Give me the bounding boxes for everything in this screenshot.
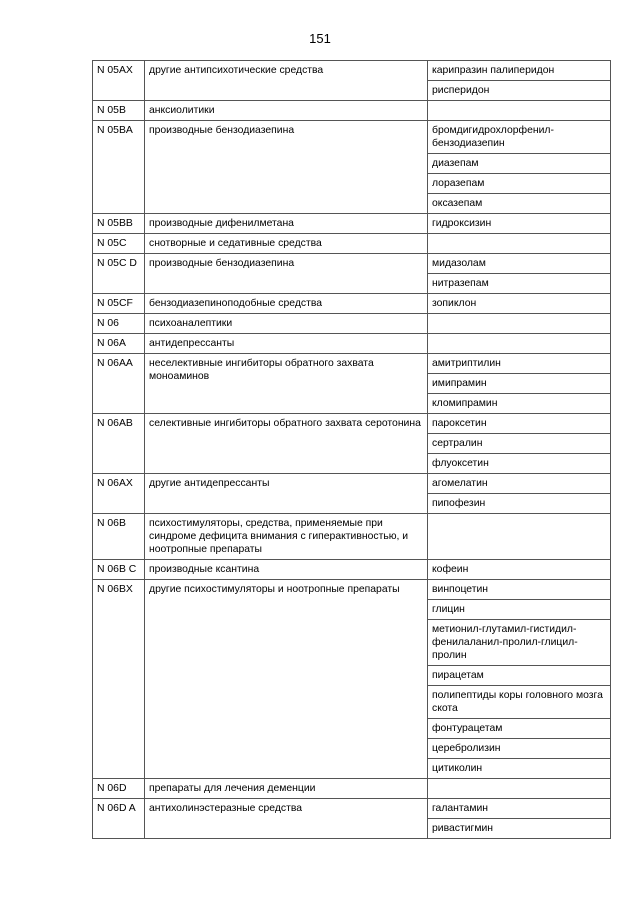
drug-name-cell: диазепам xyxy=(428,154,611,174)
drug-group-cell: производные бензодиазепина xyxy=(145,254,428,294)
drug-name-cell: агомелатин xyxy=(428,474,611,494)
drug-group-cell: другие антидепрессанты xyxy=(145,474,428,514)
atc-code-cell: N 05BA xyxy=(93,121,145,214)
atc-code-cell: N 06A xyxy=(93,334,145,354)
drug-group-cell: антидепрессанты xyxy=(145,334,428,354)
drug-name-cell: рисперидон xyxy=(428,81,611,101)
drug-name-cell: кофеин xyxy=(428,560,611,580)
drug-name-cell: зопиклон xyxy=(428,294,611,314)
drug-group-cell: анксиолитики xyxy=(145,101,428,121)
drug-name-cell: флуоксетин xyxy=(428,454,611,474)
drug-name-cell: пипофезин xyxy=(428,494,611,514)
drug-name-cell: полипептиды коры головного мозга скота xyxy=(428,686,611,719)
drug-name-cell: мидазолам xyxy=(428,254,611,274)
drug-name-cell: имипрамин xyxy=(428,374,611,394)
table-row xyxy=(93,414,611,434)
drug-group-cell: производные дифенилметана xyxy=(145,214,428,234)
drug-group-cell: психоаналептики xyxy=(145,314,428,334)
atc-code-cell: N 06AX xyxy=(93,474,145,514)
drug-name-cell: сертралин xyxy=(428,434,611,454)
drug-name-cell: пароксетин xyxy=(428,414,611,434)
drug-group-cell: производные бензодиазепина xyxy=(145,121,428,214)
drug-name-cell: бромдигидрохлорфенил-бензодиазепин xyxy=(428,121,611,154)
atc-code-cell: N 06AA xyxy=(93,354,145,414)
atc-code-cell: N 06B xyxy=(93,514,145,560)
atc-code-cell: N 05C D xyxy=(93,254,145,294)
table-row xyxy=(93,560,611,580)
drug-group-cell: антихолинэстеразные средства xyxy=(145,799,428,839)
drug-name-cell: лоразепам xyxy=(428,174,611,194)
drug-name-cell: церебролизин xyxy=(428,739,611,759)
drug-group-cell: неселективные ингибиторы обратного захвата моноаминов xyxy=(145,354,428,414)
drug-classification-table xyxy=(92,60,611,839)
table-row xyxy=(93,294,611,314)
drug-group-cell: селективные ингибиторы обратного захвата серотонина xyxy=(145,414,428,474)
drug-group-cell: другие психостимуляторы и ноотропные препараты xyxy=(145,580,428,779)
drug-name-cell: оксазепам xyxy=(428,194,611,214)
drug-group-cell: бензодиазепиноподобные средства xyxy=(145,294,428,314)
page-number: 151 xyxy=(309,31,331,46)
table-row xyxy=(93,61,611,81)
table-row xyxy=(93,121,611,154)
drug-name-cell: галантамин xyxy=(428,799,611,819)
drug-group-cell: снотворные и седативные средства xyxy=(145,234,428,254)
drug-group-cell: препараты для лечения деменции xyxy=(145,779,428,799)
atc-code-cell: N 06AB xyxy=(93,414,145,474)
table-row xyxy=(93,314,611,334)
drug-name-cell: ривастигмин xyxy=(428,819,611,839)
atc-code-cell: N 06 xyxy=(93,314,145,334)
drug-name-cell xyxy=(428,334,611,354)
table-row xyxy=(93,101,611,121)
table-row xyxy=(93,514,611,560)
atc-code-cell: N 05CF xyxy=(93,294,145,314)
drug-name-cell: винпоцетин xyxy=(428,580,611,600)
drug-name-cell: метионил-глутамил-гистидил-фенилаланил-пролил-глицил-пролин xyxy=(428,620,611,666)
table-row xyxy=(93,214,611,234)
table-row xyxy=(93,334,611,354)
drug-group-cell: производные ксантина xyxy=(145,560,428,580)
drug-name-cell: гидроксизин xyxy=(428,214,611,234)
table-row xyxy=(93,354,611,374)
drug-name-cell: амитриптилин xyxy=(428,354,611,374)
drug-name-cell: карипразин палиперидон xyxy=(428,61,611,81)
drug-name-cell xyxy=(428,779,611,799)
atc-code-cell: N 06D A xyxy=(93,799,145,839)
drug-name-cell xyxy=(428,234,611,254)
atc-code-cell: N 06B C xyxy=(93,560,145,580)
atc-code-cell: N 06D xyxy=(93,779,145,799)
drug-name-cell: кломипрамин xyxy=(428,394,611,414)
drug-name-cell: нитразепам xyxy=(428,274,611,294)
atc-code-cell: N 05B xyxy=(93,101,145,121)
drug-name-cell: цитиколин xyxy=(428,759,611,779)
drug-name-cell xyxy=(428,314,611,334)
table-row xyxy=(93,799,611,819)
table-row xyxy=(93,580,611,600)
drug-name-cell: глицин xyxy=(428,600,611,620)
drug-name-cell: фонтурацетам xyxy=(428,719,611,739)
atc-code-cell: N 06BX xyxy=(93,580,145,779)
drug-name-cell: пирацетам xyxy=(428,666,611,686)
atc-code-cell: N 05AX xyxy=(93,61,145,101)
atc-code-cell: N 05C xyxy=(93,234,145,254)
table-row xyxy=(93,474,611,494)
table-row xyxy=(93,234,611,254)
drug-name-cell xyxy=(428,101,611,121)
drug-group-cell: другие антипсихотические средства xyxy=(145,61,428,101)
atc-code-cell: N 05BB xyxy=(93,214,145,234)
drug-group-cell: психостимуляторы, средства, применяемые при синдроме дефицита внимания с гиперактивностью, и ноотропные препараты xyxy=(145,514,428,560)
table-body xyxy=(93,61,611,839)
drug-name-cell xyxy=(428,514,611,560)
table-row xyxy=(93,779,611,799)
table-row xyxy=(93,254,611,274)
